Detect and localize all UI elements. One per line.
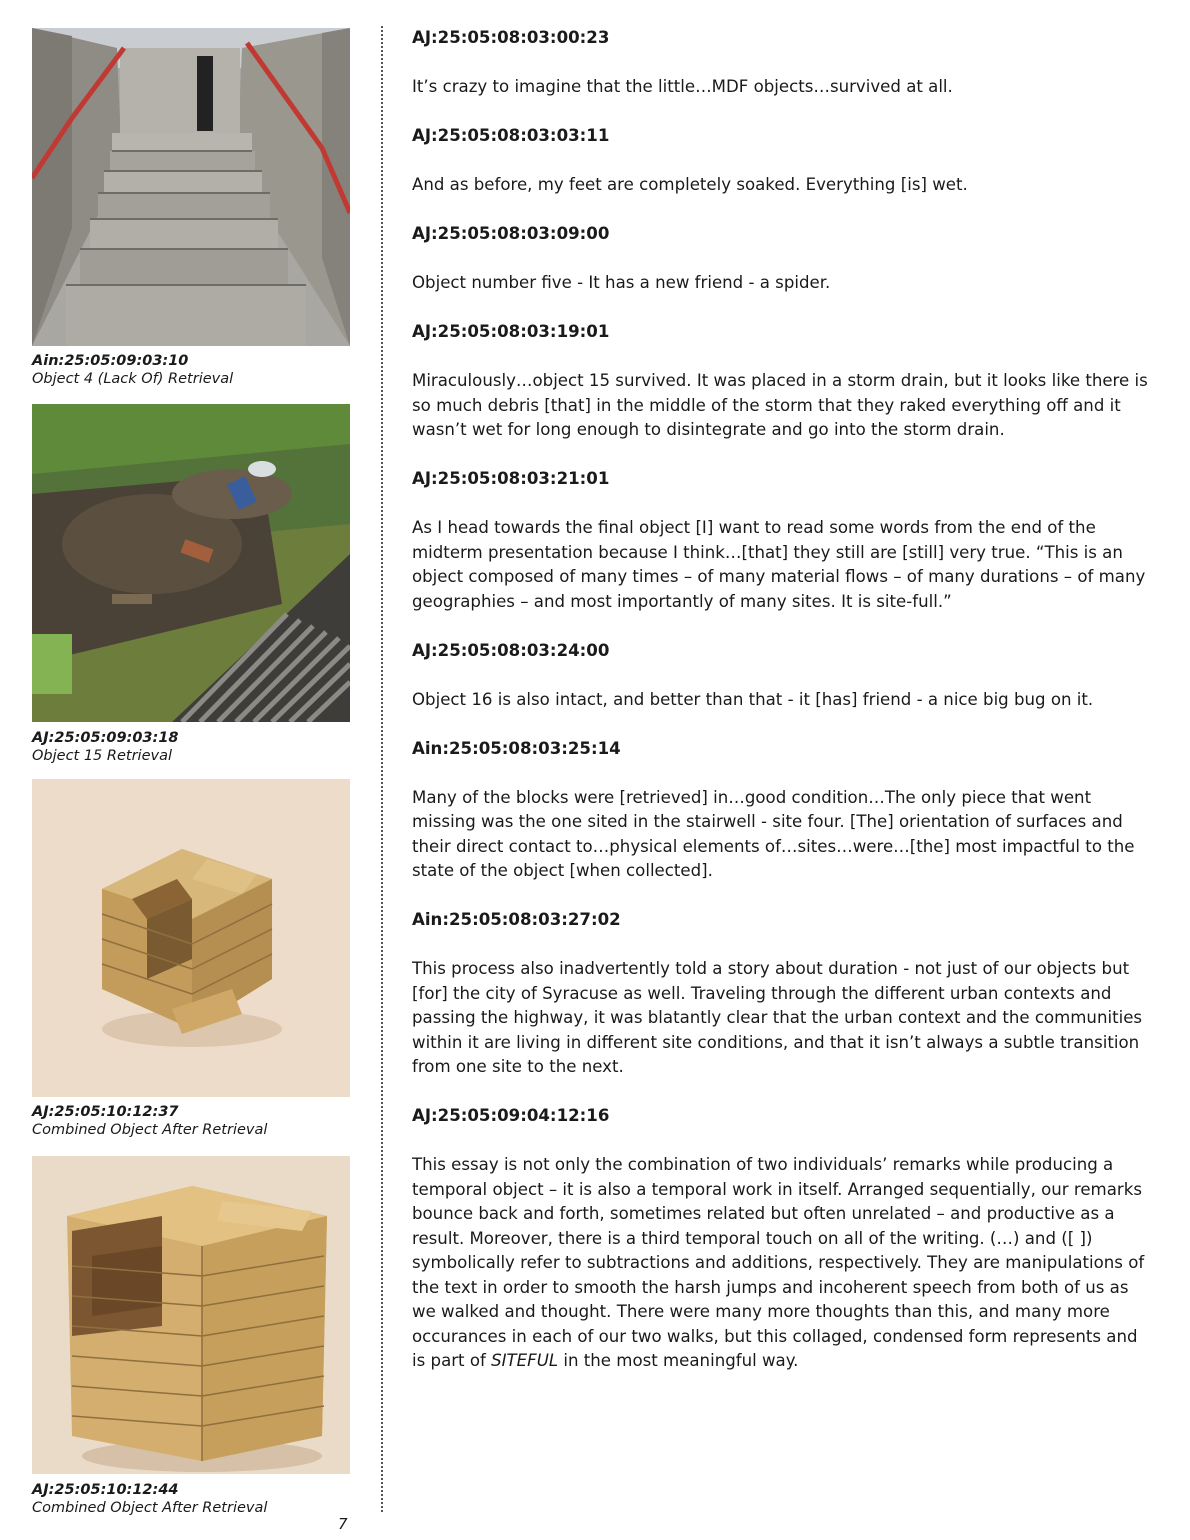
- entry-timestamp: Ain:25:05:08:03:25:14: [412, 738, 621, 758]
- transcript-entry: [412, 467, 1156, 614]
- entry-timestamp: AJ:25:05:08:03:19:01: [412, 322, 610, 341]
- caption-title: Combined Object After Retrieval: [32, 1122, 268, 1138]
- column-divider: [381, 26, 383, 1512]
- photo-caption: [32, 1481, 362, 1517]
- caption-title: Object 15 Retrieval: [32, 748, 172, 764]
- photo-caption: [32, 729, 362, 765]
- page-number: 7: [338, 1515, 348, 1533]
- photo-caption: [32, 352, 362, 388]
- entry-timestamp: AJ:25:05:08:03:03:11: [412, 126, 610, 145]
- photo-combined-object-closeup: [32, 1156, 350, 1474]
- photo-caption: [32, 1103, 362, 1139]
- entry-timestamp: AJ:25:05:08:03:00:23: [412, 28, 610, 47]
- transcript-column: [412, 26, 1156, 1398]
- photo-combined-object: [32, 779, 350, 1097]
- caption-code: Ain:25:05:09:03:10: [32, 353, 189, 369]
- entry-timestamp: AJ:25:05:08:03:24:00: [412, 640, 610, 660]
- transcript-entry: [412, 1104, 1156, 1374]
- caption-code: AJ:25:05:10:12:44: [32, 1482, 179, 1498]
- entry-timestamp: Ain:25:05:08:03:27:02: [412, 910, 621, 929]
- entry-text: Object 16 is also intact, and better than that - it [has] friend - a nice big bug on it.: [412, 689, 1094, 709]
- caption-title: Object 4 (Lack Of) Retrieval: [32, 371, 234, 387]
- transcript-entry: [412, 737, 1156, 884]
- photo-stairwell: [32, 28, 350, 346]
- entry-text-tail: in the most meaningful way.: [558, 1351, 799, 1370]
- transcript-entry: [412, 26, 1156, 100]
- entry-text: And as before, my feet are completely soaked. Everything [is] wet.: [412, 175, 968, 194]
- entry-text-main: This essay is not only the combination of two individuals’ remarks while producing a temporal object – it is also a temporal work in itself. Arranged sequentially, our remarks bounce back and forth, sometimes related but often unrelated – and productive as a result. Moreover, there is a third temporal touch on all of the writing. (…) and ([ ]) symbolically refer to subtractions and additions, respectively. They are manipulations of the text in order to smooth the harsh jumps and incoherent speech from both of us as we walked and thought. There were many more thoughts than this, and many more occurances in each of our two walks, but this collaged, condensed form represents and is part of: [412, 1155, 1145, 1370]
- entry-text: Many of the blocks were [retrieved] in…good condition…The only piece that went missing was the one sited in the stairwell - site four. [The] orientation of surfaces and their direct contact to…physical elements of…sites…were…[the] most impactful to the state of the object [when collected].: [412, 787, 1135, 880]
- transcript-entry: [412, 908, 1156, 1080]
- entry-timestamp: AJ:25:05:08:03:09:00: [412, 224, 610, 243]
- entry-text: [412, 1153, 1156, 1374]
- entry-timestamp: AJ:25:05:09:04:12:16: [412, 1106, 610, 1125]
- transcript-entry: [412, 639, 1156, 713]
- entry-text: Miraculously…object 15 survived. It was placed in a storm drain, but it looks like there is so much debris [that] in the middle of the storm that they raked everything off and it wasn’t wet for long enough to disintegrate and go into the storm drain.: [412, 371, 1148, 439]
- entry-text: As I head towards the final object [I] want to read some words from the end of the midterm presentation because I think…[that] they still are [still] very true. “This is an object composed of many times – of many material flows – of many durations – of many geographies – and most importantly of many sites. It is site-full.”: [412, 518, 1146, 611]
- entry-text-emphasis: SITEFUL: [491, 1351, 559, 1370]
- photo-storm-drain: [32, 404, 350, 722]
- caption-title: Combined Object After Retrieval: [32, 1500, 268, 1516]
- entry-text: It’s crazy to imagine that the little…MDF objects…survived at all.: [412, 77, 953, 96]
- caption-code: AJ:25:05:09:03:18: [32, 730, 179, 746]
- entry-text: Object number five - It has a new friend - a spider.: [412, 273, 831, 292]
- caption-code: AJ:25:05:10:12:37: [32, 1104, 179, 1120]
- transcript-entry: [412, 222, 1156, 296]
- transcript-entry: [412, 124, 1156, 198]
- transcript-entry: [412, 320, 1156, 443]
- entry-timestamp: AJ:25:05:08:03:21:01: [412, 469, 610, 488]
- entry-text: This process also inadvertently told a story about duration - not just of our objects but [for] the city of Syracuse as well. Traveling through the different urban contexts and passing the highway, it was blatantly clear that the urban context and the communities within it are living in different site conditions, and that it isn’t always a subtle transition from one site to the next.: [412, 959, 1143, 1076]
